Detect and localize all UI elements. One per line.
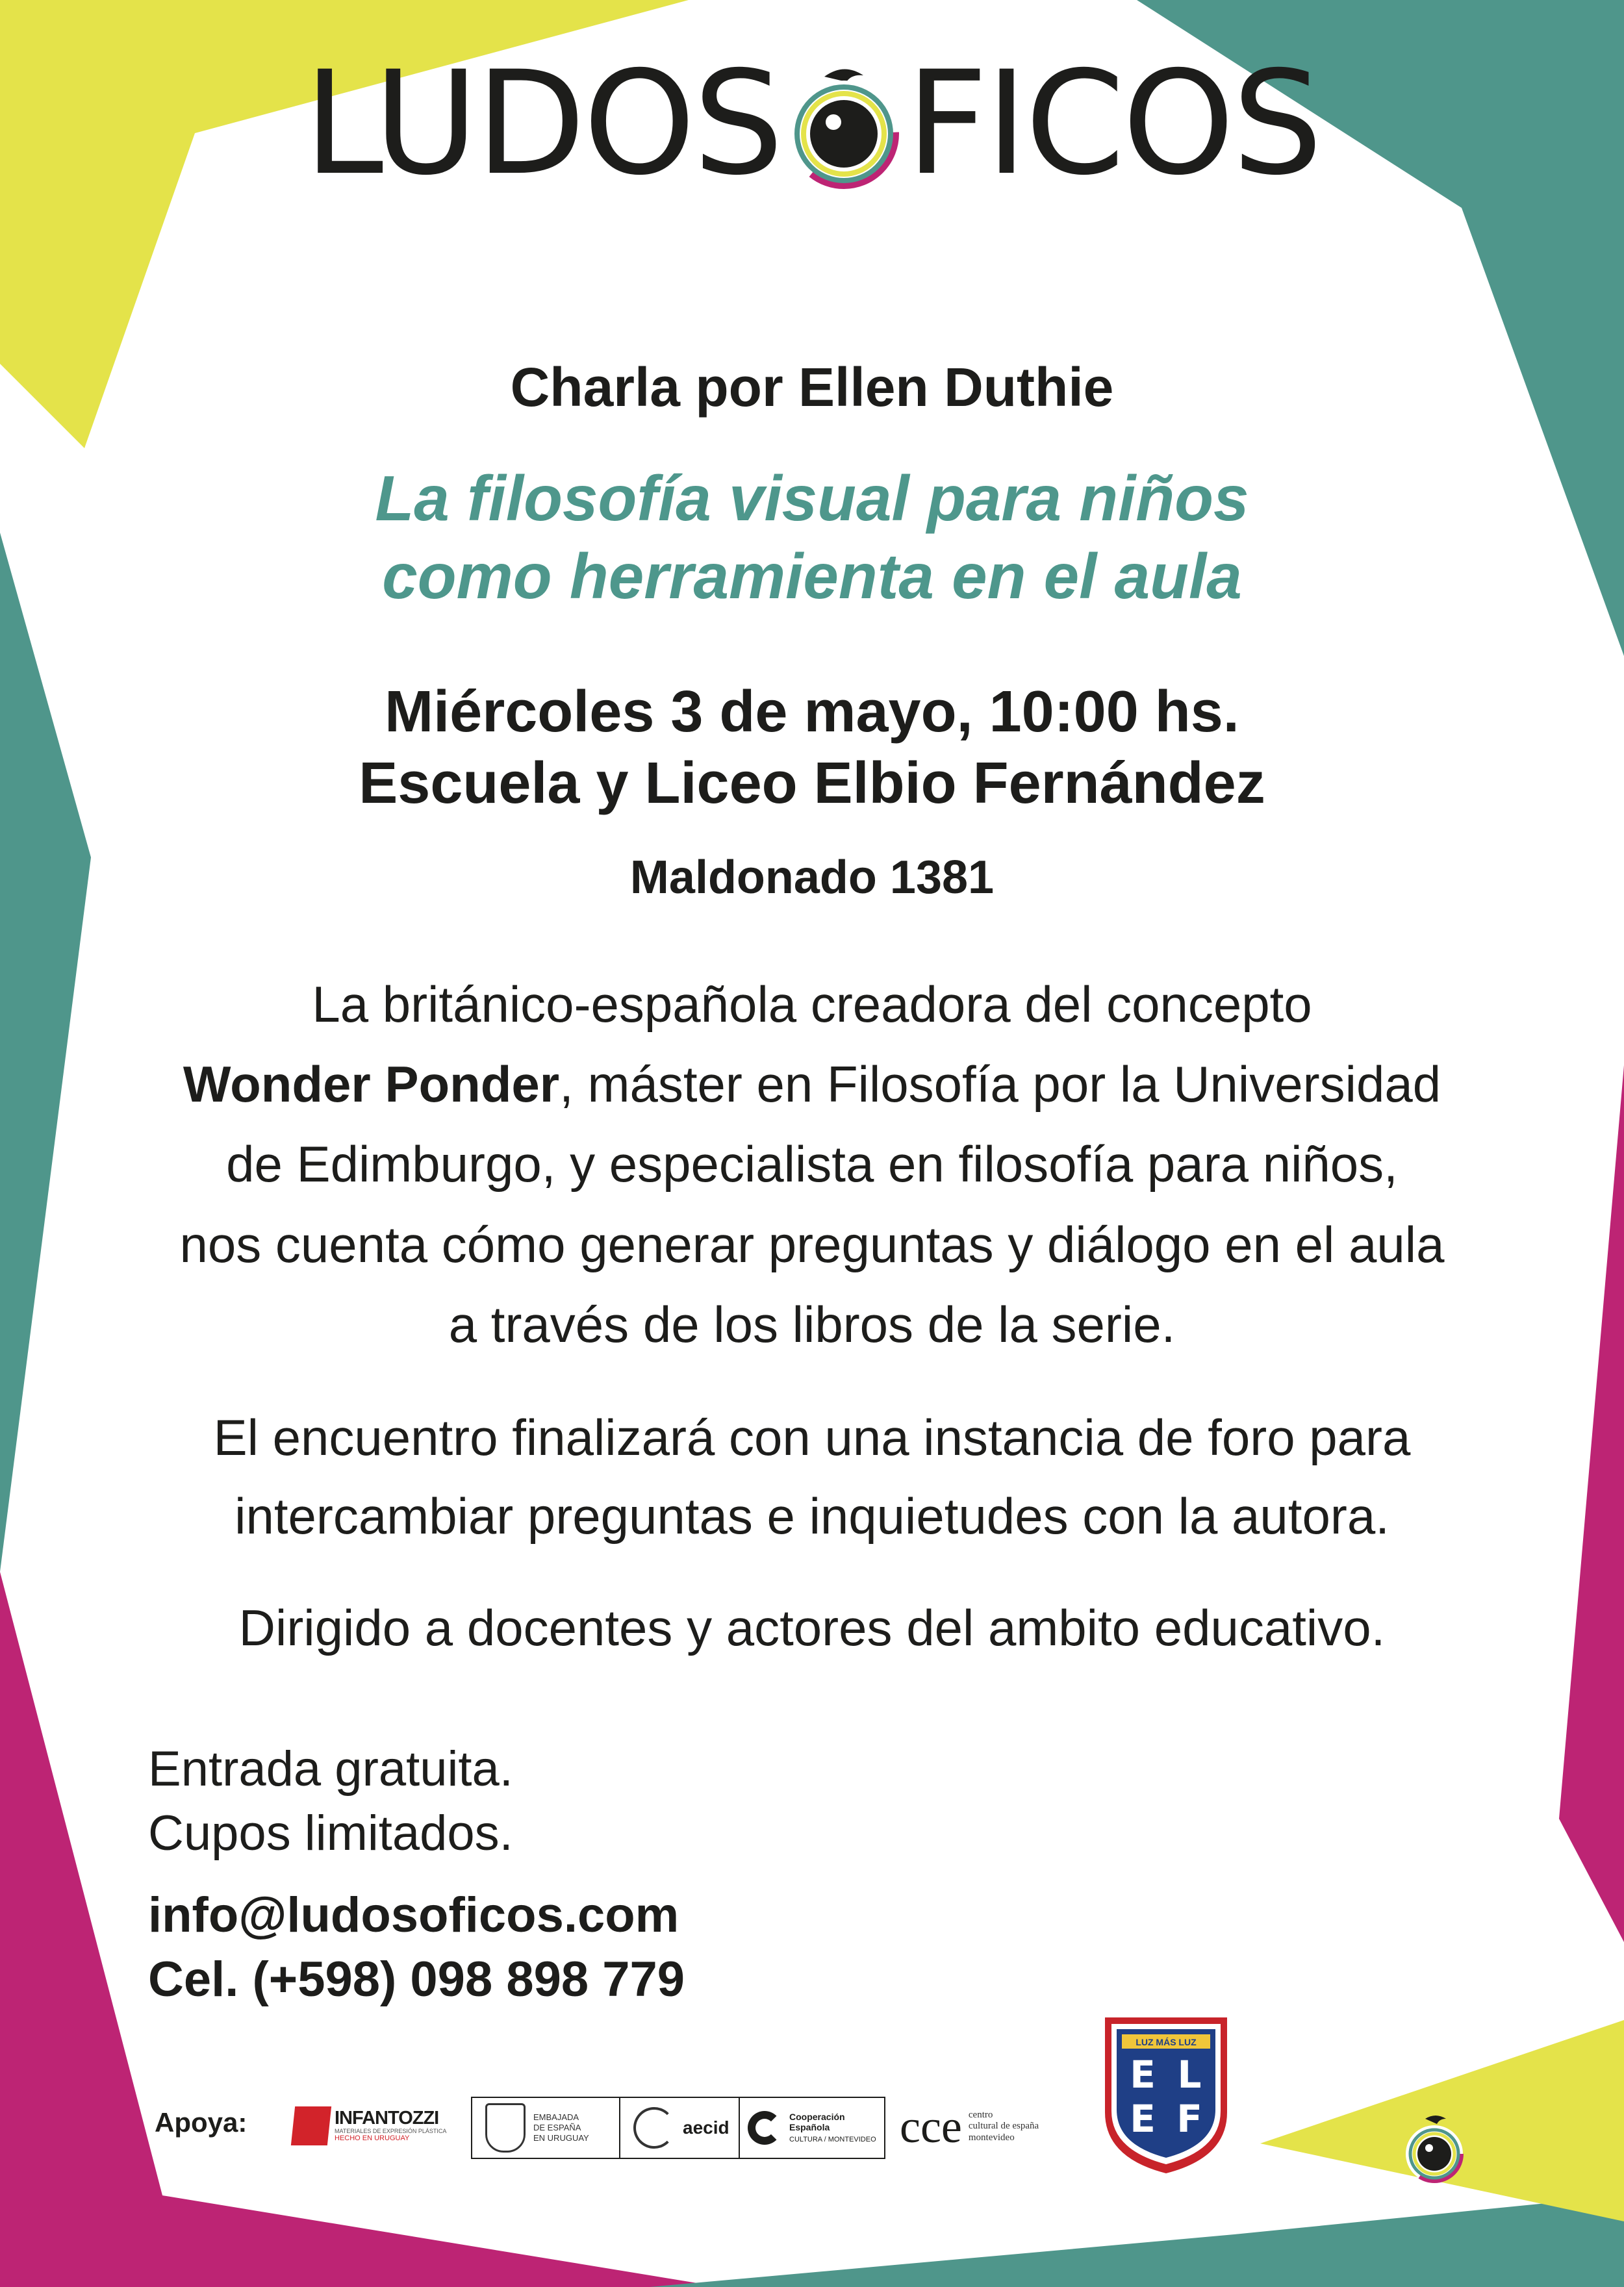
wonder-ponder-name: Wonder Ponder [183,1055,560,1113]
eye-icon [779,62,909,192]
description-line-5: a través de los libros de la serie. [448,1295,1176,1353]
aecid-mark-icon [633,2107,675,2149]
cooperacion-line-3: CULTURA / MONTEVIDEO [789,2136,876,2144]
infantozzi-name: INFANTOZZI [335,2107,439,2129]
cce-logo [900,2097,1082,2156]
infantozzi-mark-icon [291,2106,331,2145]
cce-line-2: cultural de españa [968,2121,1039,2132]
talk-title-line-2: como herramienta en el aula [382,540,1242,612]
event-address: Maldonado 1381 [629,852,995,903]
description-line-3: de Edimburgo, y especialista en filosofía para niños, [226,1135,1398,1193]
logo-text-part1: LUDOS [303,40,781,207]
cce-short: cce [900,2101,962,2153]
ludosoficos-logo [0,40,1624,207]
cooperacion-mark-icon [748,2111,781,2145]
cooperacion-line-2: Española [789,2122,830,2133]
event-venue: Escuela y Liceo Elbio Fernández [359,750,1265,816]
event-details [0,677,1624,820]
crest-letter-2: L [1177,2053,1202,2097]
aecid-name: aecid [683,2117,730,2138]
audience-text: Dirigido a docentes y actores del ambito educativo. [238,1599,1386,1656]
embajada-logo [471,2097,620,2159]
cooperacion-logo [739,2097,885,2159]
admission-info [148,1737,513,1866]
eye-icon-small [1401,2114,1468,2185]
talk-title-line-1: La filosofía visual para niños [375,462,1249,534]
infantozzi-slogan: HECHO EN URUGUAY [335,2134,410,2143]
crest-letter-3: E [1130,2097,1156,2141]
embajada-line-3: EN URUGUAY [533,2133,589,2143]
crest-letter-4: F [1176,2097,1202,2141]
cce-line-3: montevideo [968,2132,1015,2143]
cooperacion-line-1: Cooperación [789,2111,845,2122]
embajada-line-2: DE ESPAÑA [533,2122,581,2132]
description [0,965,1624,1365]
cce-line-1: centro [968,2110,993,2121]
admission-limited: Cupos limitados. [148,1805,513,1861]
embajada-line-1: EMBAJADA [533,2112,579,2122]
crest-motto: LUZ MÁS LUZ [1136,2037,1197,2047]
coat-of-arms-icon [485,2103,526,2153]
event-date: Miércoles 3 de mayo, 10:00 hs. [385,679,1239,744]
speaker-line: Charla por Ellen Duthie [510,357,1114,418]
description-line-2-rest: , máster en Filosofía por la Universidad [559,1055,1441,1113]
admission-free: Entrada gratuita. [148,1741,513,1797]
logo-text-part2: FICOS [906,40,1321,207]
description-line-2 [0,1044,1624,1124]
contact-info [148,1884,685,2012]
contact-email[interactable]: info@ludosoficos.com [148,1888,679,1943]
teal-shape-bottom [650,2195,1624,2287]
crest-letter-1: E [1130,2053,1156,2097]
description-line-4: nos cuenta cómo generar preguntas y diálogo en el aula [179,1215,1445,1273]
sponsors-label: Apoya: [155,2107,247,2138]
aecid-logo [619,2097,740,2159]
description-line-1: La británico-española creadora del concepto [312,976,1312,1033]
infantozzi-logo [293,2104,449,2147]
school-crest [1102,2015,1230,2176]
closing-line-2: intercambiar preguntas e inquietudes con la autora. [235,1487,1389,1545]
closing-text [0,1398,1624,1556]
talk-title [0,460,1624,615]
closing-line-1: El encuentro finalizará con una instancia de foro para [213,1409,1411,1466]
infantozzi-tagline: MATERIALES DE EXPRESIÓN PLÁSTICA [335,2127,447,2134]
contact-phone[interactable]: Cel. (+598) 098 898 779 [148,1951,685,2007]
